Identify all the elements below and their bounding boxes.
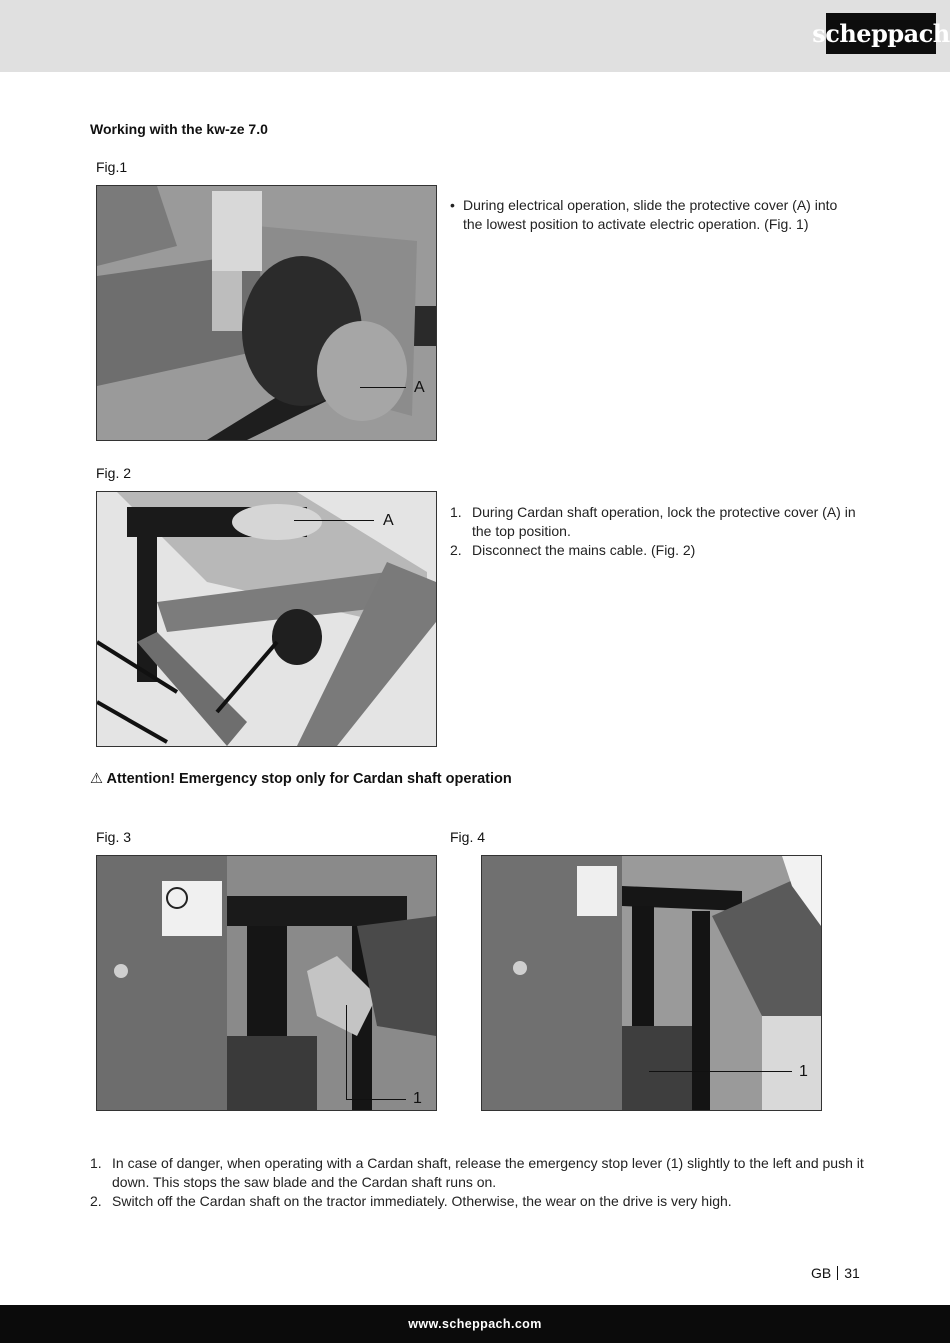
fig1-callout: A xyxy=(414,379,425,396)
fig3-callout-line-h xyxy=(346,1099,406,1100)
fig1-photo xyxy=(96,185,437,441)
fig4-callout: 1 xyxy=(799,1063,808,1080)
fig3-callout: 1 xyxy=(413,1090,422,1107)
page-num: 31 xyxy=(844,1265,860,1281)
brand-logo: scheppach xyxy=(826,13,936,54)
emergency-steps xyxy=(90,1154,865,1211)
list-item xyxy=(90,1192,865,1211)
fig2-callout-line xyxy=(294,520,374,521)
footer-band xyxy=(0,1305,950,1343)
fig2-steps xyxy=(450,503,862,560)
section-title: Working with the kw-ze 7.0 xyxy=(90,121,268,137)
attention-heading: ⚠ Attention! Emergency stop only for Cardan shaft operation xyxy=(90,771,512,787)
list-item xyxy=(90,1154,865,1192)
list-text: During Cardan shaft operation, lock the protective cover (A) in the top position. xyxy=(472,504,856,539)
fig2-callout: A xyxy=(383,512,394,529)
list-item xyxy=(450,541,862,560)
fig1-callout-line xyxy=(360,387,406,388)
fig3-callout-line-v xyxy=(346,1005,347,1100)
fig3-label: Fig. 3 xyxy=(96,829,132,845)
bullet-text: During electrical operation, slide the protective cover (A) into the lowest position to activate electric operation. (Fig. 1) xyxy=(463,197,838,232)
fig4-label: Fig. 4 xyxy=(450,829,486,845)
fig2-label: Fig. 2 xyxy=(96,465,132,481)
fig3-photo xyxy=(96,855,437,1111)
list-text: In case of danger, when operating with a Cardan shaft, release the emergency stop lever (1) slightly to the left and push it down. This stops the saw blade and the Cardan shaft runs on. xyxy=(112,1155,864,1190)
page-separator xyxy=(837,1266,838,1280)
list-number: 1. xyxy=(90,1155,102,1171)
list-number: 2. xyxy=(90,1193,102,1209)
bullet-dot: • xyxy=(450,197,455,213)
fig1-label: Fig.1 xyxy=(96,159,128,175)
list-item xyxy=(450,503,862,541)
list-number: 1. xyxy=(450,504,462,520)
fig4-photo xyxy=(481,855,822,1111)
fig1-description xyxy=(450,196,860,234)
bullet-item xyxy=(450,196,860,234)
list-number: 2. xyxy=(450,542,462,558)
page-number xyxy=(811,1265,860,1281)
list-text: Switch off the Cardan shaft on the tractor immediately. Otherwise, the wear on the drive is very high. xyxy=(112,1193,732,1209)
fig4-callout-line xyxy=(649,1071,792,1072)
list-text: Disconnect the mains cable. (Fig. 2) xyxy=(472,542,696,558)
footer-url[interactable]: www.scheppach.com xyxy=(408,1317,542,1331)
header-band xyxy=(0,0,950,72)
page-lang: GB xyxy=(811,1265,832,1281)
